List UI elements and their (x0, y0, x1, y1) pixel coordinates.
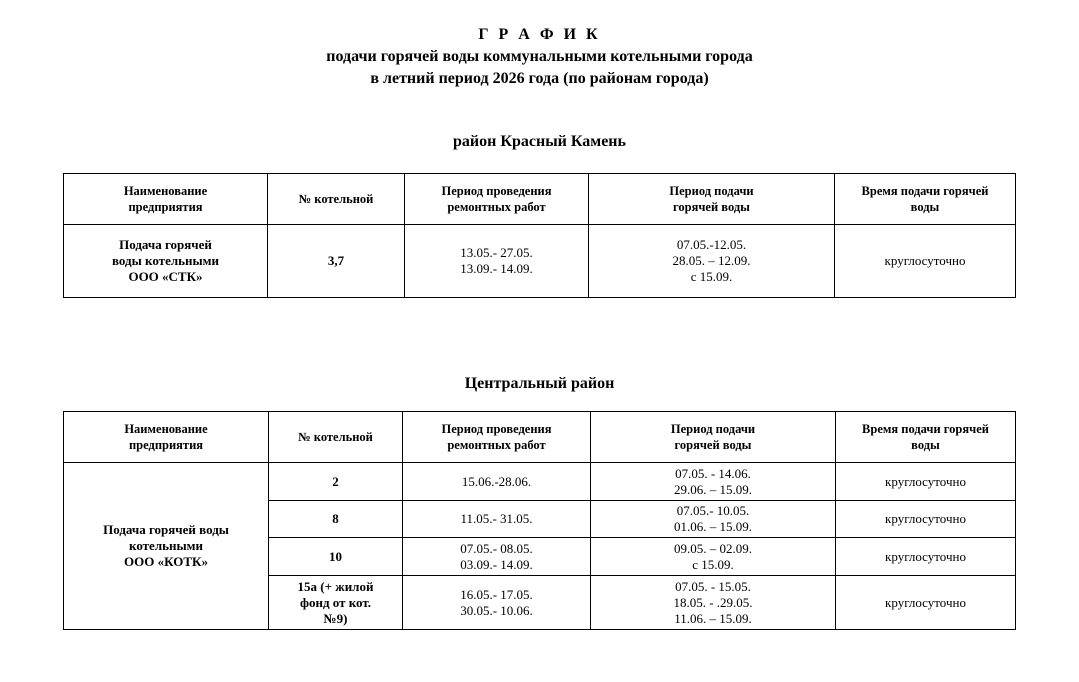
district-1-schedule-table (63, 173, 1016, 298)
supply-cell: 07.05.-12.05. 28.05. – 12.09. с 15.09. (589, 225, 835, 298)
boiler-cell: 2 (269, 463, 403, 501)
document-subtitle-line1: подачи горячей воды коммунальными котельными города (326, 48, 753, 65)
table-row (64, 225, 1016, 298)
district-1-title: район Красный Камень (453, 133, 626, 150)
supply-cell: 07.05. - 15.05. 18.05. - .29.05. 11.06. – 15.09. (591, 576, 836, 630)
document-title: Г Р А Ф И К (478, 26, 601, 43)
header-supply-time: Время подачи горячей воды (836, 412, 1016, 463)
header-enterprise: Наименование предприятия (64, 174, 268, 225)
boiler-cell: 15а (+ жилой фонд от кот. №9) (269, 576, 403, 630)
table-row (64, 463, 1016, 501)
time-cell: круглосуточно (836, 463, 1016, 501)
header-boiler: № котельной (269, 412, 403, 463)
boiler-cell: 10 (269, 538, 403, 576)
table-header-row (64, 412, 1016, 463)
enterprise-cell: Подача горячей воды котельными ООО «КОТК» (64, 463, 269, 630)
time-cell: круглосуточно (835, 225, 1016, 298)
header-supply-time: Время подачи горячей воды (835, 174, 1016, 225)
repair-cell: 15.06.-28.06. (403, 463, 591, 501)
boiler-cell: 3,7 (268, 225, 405, 298)
supply-cell: 07.05.- 10.05. 01.06. – 15.09. (591, 501, 836, 538)
time-cell: круглосуточно (836, 538, 1016, 576)
repair-cell: 11.05.- 31.05. (403, 501, 591, 538)
header-enterprise: Наименование предприятия (64, 412, 269, 463)
boiler-cell: 8 (269, 501, 403, 538)
document-subtitle-line2: в летний период 2026 года (по районам города) (370, 70, 709, 87)
header-repair-period: Период проведения ремонтных работ (403, 412, 591, 463)
supply-cell: 07.05. - 14.06. 29.06. – 15.09. (591, 463, 836, 501)
header-supply-period: Период подачи горячей воды (589, 174, 835, 225)
repair-cell: 13.05.- 27.05. 13.09.- 14.09. (405, 225, 589, 298)
district-2-schedule-table (63, 411, 1016, 630)
header-boiler: № котельной (268, 174, 405, 225)
district-2-title: Центральный район (464, 375, 615, 392)
time-cell: круглосуточно (836, 501, 1016, 538)
repair-cell: 16.05.- 17.05. 30.05.- 10.06. (403, 576, 591, 630)
enterprise-cell: Подача горячей воды котельными ООО «СТК» (64, 225, 268, 298)
time-cell: круглосуточно (836, 576, 1016, 630)
repair-cell: 07.05.- 08.05. 03.09.- 14.09. (403, 538, 591, 576)
header-supply-period: Период подачи горячей воды (591, 412, 836, 463)
header-repair-period: Период проведения ремонтных работ (405, 174, 589, 225)
table-header-row (64, 174, 1016, 225)
supply-cell: 09.05. – 02.09. с 15.09. (591, 538, 836, 576)
